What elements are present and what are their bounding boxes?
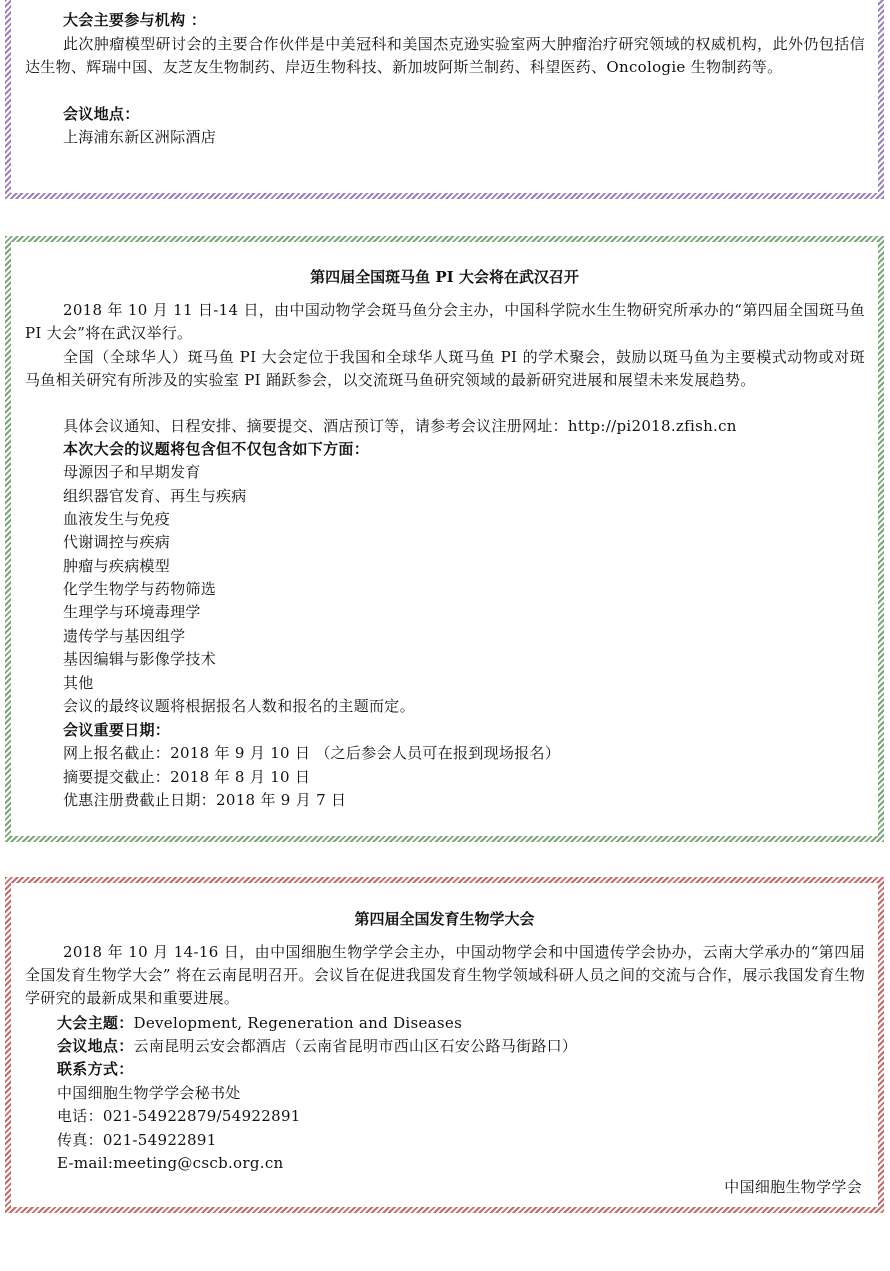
participants-heading: 大会主要参与机构 ： (63, 11, 207, 29)
venue-text: 上海浦东新区洲际酒店 (63, 128, 217, 146)
devbio-title: 第四届全国发育生物学大会 (354, 910, 535, 928)
date-item: 优惠注册费截止日期：2018 年 9 月 7 日 (63, 791, 347, 809)
participants-paragraph: 此次肿瘤模型研讨会的主要合作伙伴是中美冠科和美国杰克逊实验室两大肿瘤治疗研究领域的权威机构，此外仍包括信达生物、辉瑞中国、友芝友生物制药、岸迈生物科技、新加坡阿斯兰制药、科望医药、Oncologie 生物制药等。 (25, 35, 865, 76)
contact-org: 中国细胞生物学学会秘书处 (57, 1084, 241, 1102)
topic-item: 组织器官发育、再生与疾病 (63, 487, 247, 505)
theme-label: 大会主题： (57, 1014, 134, 1032)
zebrafish-para-1: 2018 年 10 月 11 日-14 日，由中国动物学会斑马鱼分会主办，中国科学院水生生物研究所承办的“第四届全国斑马鱼 PI 大会”将在武汉举行。 (25, 301, 865, 342)
date-item: 网上报名截止：2018 年 9 月 10 日 （之后参会人员可在报到现场报名） (63, 744, 561, 762)
zebrafish-title: 第四届全国斑马鱼 PI 大会将在武汉召开 (310, 268, 579, 286)
venue-label: 会议地点： (63, 105, 140, 123)
contact-fax: 传真：021-54922891 (57, 1131, 217, 1149)
topic-item: 肿瘤与疾病模型 (63, 557, 171, 575)
topic-item: 基因编辑与影像学技术 (63, 650, 217, 668)
topic-item: 血液发生与免疫 (63, 510, 171, 528)
theme-text: Development, Regeneration and Diseases (133, 1014, 463, 1032)
contact-phone: 电话：021-54922879/54922891 (57, 1107, 301, 1125)
zebrafish-para-2: 全国（全球华人）斑马鱼 PI 大会定位于我国和全球华人斑马鱼 PI 的学术聚会，鼓励以斑马鱼为主要模式动物或对斑马鱼相关研究有所涉及的实验室 PI 踊跃参会，以交流斑马鱼研究领域的最新研究进展和展望未来发展趋势。 (25, 348, 865, 389)
topic-item: 遗传学与基因组学 (63, 627, 186, 645)
signature: 中国细胞生物学学会 (724, 1178, 862, 1196)
section-participants (5, 0, 884, 199)
topics-note: 会议的最终议题将根据报名人数和报名的主题而定。 (63, 697, 415, 715)
topic-item: 母源因子和早期发育 (63, 463, 201, 481)
section-zebrafish-pi (5, 236, 884, 842)
topic-item: 其他 (63, 674, 94, 692)
topic-item: 生理学与环境毒理学 (63, 603, 201, 621)
devbio-venue-line (57, 1036, 577, 1056)
topic-item: 代谢调控与疾病 (63, 533, 171, 551)
topics-heading: 本次大会的议题将包含但不仅包含如下方面： (63, 440, 370, 458)
topic-item: 化学生物学与药物筛选 (63, 580, 217, 598)
zebrafish-para-3: 具体会议通知、日程安排、摘要提交、酒店预订等，请参考会议注册网址：http://pi2018.zfish.cn (63, 417, 737, 435)
contact-label: 联系方式： (57, 1060, 134, 1078)
devbio-para-1: 2018 年 10 月 14-16 日，由中国细胞生物学学会主办，中国动物学会和中国遗传学会协办，云南大学承办的“第四届全国发育生物学大会” 将在云南昆明召开。会议旨在促进我国发育生物学领域科研人员之间的交流与合作，展示我国发育生物学研究的最新成果和重要进展。 (25, 943, 865, 1007)
dates-heading: 会议重要日期： (63, 721, 171, 739)
theme-line (57, 1013, 462, 1033)
section-developmental-biology (5, 877, 884, 1213)
devbio-venue-label: 会议地点： (57, 1037, 134, 1055)
date-item: 摘要提交截止：2018 年 8 月 10 日 (63, 768, 311, 786)
contact-email: E-mail:meeting@cscb.org.cn (57, 1154, 284, 1172)
devbio-venue-text: 云南昆明云安会都酒店（云南省昆明市西山区石安公路马街路口） (133, 1037, 578, 1055)
